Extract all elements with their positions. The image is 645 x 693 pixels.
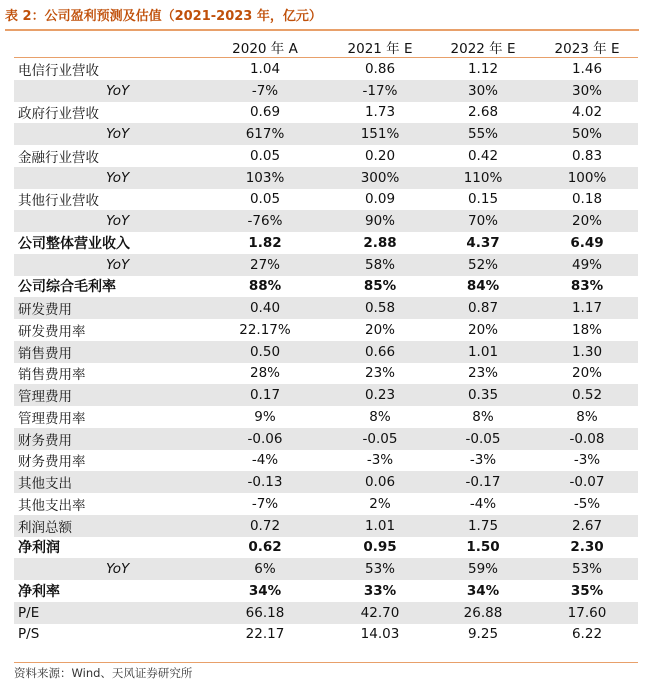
value-cell: 55% <box>430 123 536 145</box>
value-cell: 617% <box>200 123 330 145</box>
row-label: 公司整体营业收入 <box>18 235 130 252</box>
value-cell: 30% <box>536 80 638 102</box>
row-label: 利润总额 <box>14 515 200 537</box>
value-cell: -4% <box>469 495 497 512</box>
value-cell: 9.25 <box>467 626 499 643</box>
value-cell: 17.60 <box>536 602 638 624</box>
value-cell: 1.01 <box>430 341 536 363</box>
value-cell: 2% <box>369 495 391 512</box>
value-cell: 33% <box>363 582 397 599</box>
row-label: 电信行业营收 <box>18 62 99 79</box>
value-cell: 0.17 <box>200 384 330 406</box>
row-label: 金融行业营收 <box>18 149 99 166</box>
row-label: 净利润 <box>18 540 60 557</box>
value-cell: 0.09 <box>364 191 396 208</box>
value-cell: 6.49 <box>570 234 604 251</box>
table-row <box>14 276 638 298</box>
value-cell: 23% <box>467 365 498 382</box>
value-cell: 35% <box>570 582 604 599</box>
row-label: 其他支出率 <box>18 497 86 514</box>
value-cell: 22.17% <box>239 321 291 338</box>
table-row <box>14 341 638 363</box>
row-label: 财务费用 <box>14 428 200 450</box>
row-label: 公司综合毛利率 <box>18 279 116 296</box>
value-cell: 110% <box>430 167 536 189</box>
row-label: 销售费用 <box>14 341 200 363</box>
value-cell: 151% <box>330 123 430 145</box>
value-cell: 0.66 <box>330 341 430 363</box>
value-cell: -0.06 <box>200 428 330 450</box>
value-cell: -3% <box>573 452 601 469</box>
value-cell: 20% <box>571 365 602 382</box>
table-row <box>14 515 638 537</box>
value-cell: 26.88 <box>430 602 536 624</box>
value-cell: 100% <box>536 167 638 189</box>
row-label: YoY <box>14 558 200 580</box>
value-cell: 4.37 <box>466 234 500 251</box>
table-row <box>14 80 638 102</box>
table-row <box>14 624 638 646</box>
value-cell: 1.73 <box>364 104 396 121</box>
value-cell: 53% <box>330 558 430 580</box>
row-label: 其他支出 <box>14 471 200 493</box>
value-cell: 6.22 <box>571 626 603 643</box>
value-cell: 42.70 <box>330 602 430 624</box>
value-cell: -0.07 <box>536 471 638 493</box>
value-cell: 1.01 <box>330 515 430 537</box>
row-label: YoY <box>14 123 200 145</box>
value-cell: 50% <box>536 123 638 145</box>
table-row <box>14 428 638 450</box>
value-cell: 85% <box>363 278 397 295</box>
table-row <box>14 145 638 167</box>
row-label: 管理费用率 <box>18 410 86 427</box>
value-cell: 0.69 <box>249 104 281 121</box>
value-cell: 0.52 <box>536 384 638 406</box>
value-cell: 49% <box>536 254 638 276</box>
value-cell: 4.02 <box>571 104 603 121</box>
table-row <box>14 189 638 211</box>
table-row <box>14 471 638 493</box>
value-cell: 1.12 <box>467 60 499 77</box>
value-cell: 0.15 <box>467 191 499 208</box>
value-cell: 2.88 <box>363 234 397 251</box>
value-cell: 88% <box>248 278 282 295</box>
row-label: 其他行业营收 <box>18 193 99 210</box>
value-cell: 52% <box>430 254 536 276</box>
value-cell: 9% <box>254 408 276 425</box>
forecast-table <box>14 36 638 645</box>
value-cell: 0.83 <box>571 147 603 164</box>
value-cell: 0.20 <box>364 147 396 164</box>
row-label: 销售费用率 <box>18 367 86 384</box>
value-cell: 8% <box>576 408 598 425</box>
value-cell: 1.82 <box>248 234 282 251</box>
value-cell: 300% <box>330 167 430 189</box>
value-cell: 66.18 <box>200 602 330 624</box>
table-row <box>14 102 638 124</box>
table-row <box>14 384 638 406</box>
header-cell-2022e: 2022 年 E <box>430 36 536 58</box>
value-cell: 0.87 <box>430 297 536 319</box>
table-row <box>14 319 638 341</box>
table-row <box>14 297 638 319</box>
row-label: 研发费用 <box>14 297 200 319</box>
table-row <box>14 450 638 472</box>
row-label: P/E <box>14 602 200 624</box>
value-cell: 59% <box>430 558 536 580</box>
value-cell: 28% <box>249 365 280 382</box>
value-cell: -5% <box>573 495 601 512</box>
value-cell: 1.50 <box>466 539 500 556</box>
value-cell: 0.62 <box>248 539 282 556</box>
value-cell: 0.42 <box>467 147 499 164</box>
value-cell: 0.86 <box>364 60 396 77</box>
value-cell: 30% <box>430 80 536 102</box>
value-cell: 2.68 <box>467 104 499 121</box>
value-cell: 0.05 <box>249 191 281 208</box>
value-cell: 14.03 <box>360 626 400 643</box>
value-cell: 70% <box>430 210 536 232</box>
table-row <box>14 537 638 559</box>
value-cell: 0.06 <box>330 471 430 493</box>
table-row <box>14 123 638 145</box>
value-cell: -3% <box>366 452 394 469</box>
value-cell: -0.08 <box>536 428 638 450</box>
row-label: YoY <box>14 167 200 189</box>
row-label: 研发费用率 <box>18 323 86 340</box>
value-cell: 2.30 <box>570 539 604 556</box>
value-cell: 20% <box>467 321 498 338</box>
table-row <box>14 493 638 515</box>
table-body <box>14 58 638 646</box>
value-cell: 20% <box>364 321 395 338</box>
value-cell: 0.18 <box>571 191 603 208</box>
row-label: 管理费用 <box>14 384 200 406</box>
value-cell: 18% <box>571 321 602 338</box>
source-note: 资料来源：Wind、天风证券研究所 <box>14 662 638 681</box>
value-cell: -3% <box>469 452 497 469</box>
value-cell: 2.67 <box>536 515 638 537</box>
value-cell: 90% <box>330 210 430 232</box>
value-cell: 1.75 <box>430 515 536 537</box>
row-label: 净利率 <box>18 583 60 600</box>
value-cell: 0.50 <box>200 341 330 363</box>
header-cell-2020a: 2020 年 A <box>200 36 330 58</box>
value-cell: 84% <box>466 278 500 295</box>
value-cell: 1.04 <box>249 60 281 77</box>
value-cell: -0.13 <box>200 471 330 493</box>
value-cell: 0.95 <box>363 539 397 556</box>
table-row <box>14 58 638 80</box>
header-cell-label <box>14 36 200 58</box>
table-row <box>14 406 638 428</box>
row-label: YoY <box>14 210 200 232</box>
value-cell: -7% <box>200 80 330 102</box>
table-row <box>14 602 638 624</box>
value-cell: 53% <box>536 558 638 580</box>
value-cell: -0.05 <box>430 428 536 450</box>
header-row <box>14 36 638 58</box>
value-cell: 103% <box>200 167 330 189</box>
value-cell: 22.17 <box>245 626 285 643</box>
row-label: YoY <box>14 254 200 276</box>
value-cell: -76% <box>200 210 330 232</box>
value-cell: 0.58 <box>330 297 430 319</box>
row-label: YoY <box>14 80 200 102</box>
table-row <box>14 558 638 580</box>
value-cell: 1.30 <box>536 341 638 363</box>
value-cell: 0.35 <box>430 384 536 406</box>
table-title: 表 2：公司盈利预测及估值（2021-2023 年，亿元） <box>5 5 639 31</box>
header-cell-2023e: 2023 年 E <box>536 36 638 58</box>
row-label: P/S <box>18 626 40 643</box>
value-cell: 34% <box>466 582 500 599</box>
value-cell: 34% <box>248 582 282 599</box>
value-cell: 83% <box>570 278 604 295</box>
value-cell: -17% <box>330 80 430 102</box>
table-row <box>14 580 638 602</box>
value-cell: 20% <box>536 210 638 232</box>
value-cell: 8% <box>369 408 391 425</box>
value-cell: 0.23 <box>330 384 430 406</box>
value-cell: 23% <box>364 365 395 382</box>
value-cell: 1.46 <box>571 60 603 77</box>
value-cell: 8% <box>472 408 494 425</box>
value-cell: 0.72 <box>200 515 330 537</box>
value-cell: 6% <box>200 558 330 580</box>
value-cell: 27% <box>200 254 330 276</box>
value-cell: 58% <box>330 254 430 276</box>
header-cell-2021e: 2021 年 E <box>330 36 430 58</box>
row-label: 财务费用率 <box>18 454 86 471</box>
value-cell: -0.05 <box>330 428 430 450</box>
table-row <box>14 167 638 189</box>
value-cell: 1.17 <box>536 297 638 319</box>
value-cell: 0.40 <box>200 297 330 319</box>
table-row <box>14 232 638 254</box>
table-row <box>14 363 638 385</box>
value-cell: -4% <box>251 452 279 469</box>
table-row <box>14 210 638 232</box>
table-row <box>14 254 638 276</box>
value-cell: -7% <box>251 495 279 512</box>
value-cell: -0.17 <box>430 471 536 493</box>
row-label: 政府行业营收 <box>18 106 99 123</box>
value-cell: 0.05 <box>249 147 281 164</box>
